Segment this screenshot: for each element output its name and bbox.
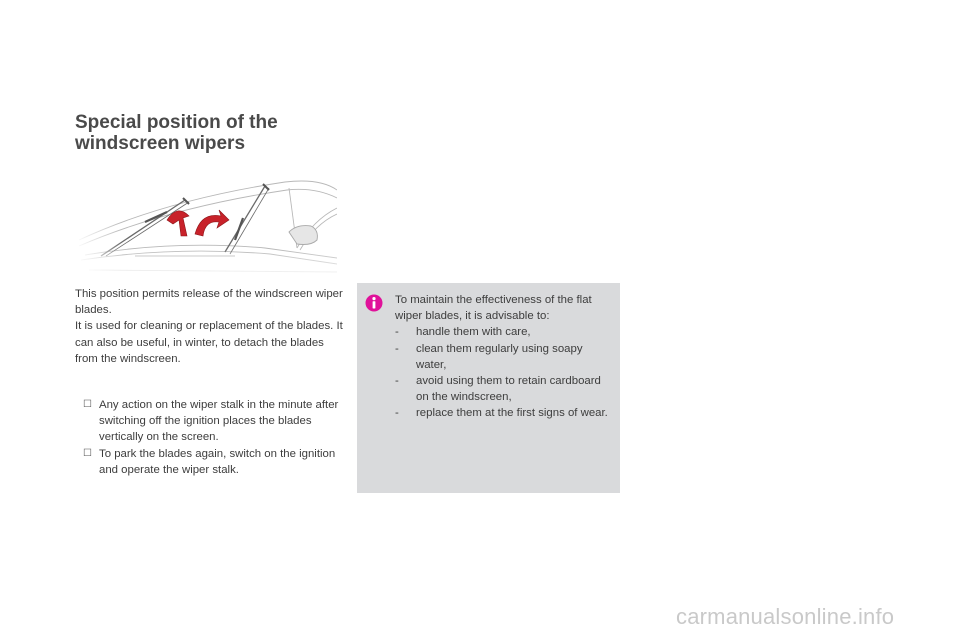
info-body	[395, 292, 613, 422]
checkbox-bullet-icon: ☐	[83, 399, 92, 410]
info-list-item	[395, 405, 613, 421]
info-item-text: avoid using them to retain cardboard on the windscreen,	[416, 375, 601, 404]
info-list-item	[395, 324, 613, 340]
step-text: To park the blades again, switch on the ignition and operate the wiper stalk.	[99, 447, 336, 476]
info-list-item	[395, 341, 613, 373]
step-item	[75, 446, 343, 478]
intro-paragraph-1: This position permits release of the windscreen wiper blades.	[75, 288, 343, 317]
info-list	[395, 324, 613, 421]
info-item-text: handle them with care,	[416, 326, 531, 339]
info-item-text: clean them regularly using soapy water,	[416, 342, 583, 371]
instruction-steps	[75, 397, 343, 478]
intro-text	[75, 286, 343, 367]
dash-bullet: -	[395, 342, 399, 355]
dash-bullet: -	[395, 375, 399, 388]
step-text: Any action on the wiper stalk in the minute after switching off the ignition places the blades vertically on the screen.	[99, 399, 339, 444]
page-title: Special position of the windscreen wipers	[75, 112, 278, 154]
dash-bullet: -	[395, 326, 399, 339]
checkbox-bullet-icon: ☐	[83, 447, 92, 459]
intro-paragraph-2: It is used for cleaning or replacement of the blades. It can also be useful, in winter, to detach the blades from the windscreen.	[75, 320, 343, 365]
info-list-item	[395, 373, 613, 405]
watermark: carmanualsonline.info	[676, 604, 895, 629]
step-item	[75, 397, 343, 446]
info-intro: To maintain the effectiveness of the flat wiper blades, it is advisable to:	[395, 294, 592, 323]
info-box	[357, 283, 620, 493]
windscreen-wipers-illustration	[75, 160, 337, 278]
dash-bullet: -	[395, 407, 399, 420]
info-item-text: replace them at the first signs of wear.	[416, 407, 608, 420]
info-icon	[365, 294, 383, 312]
